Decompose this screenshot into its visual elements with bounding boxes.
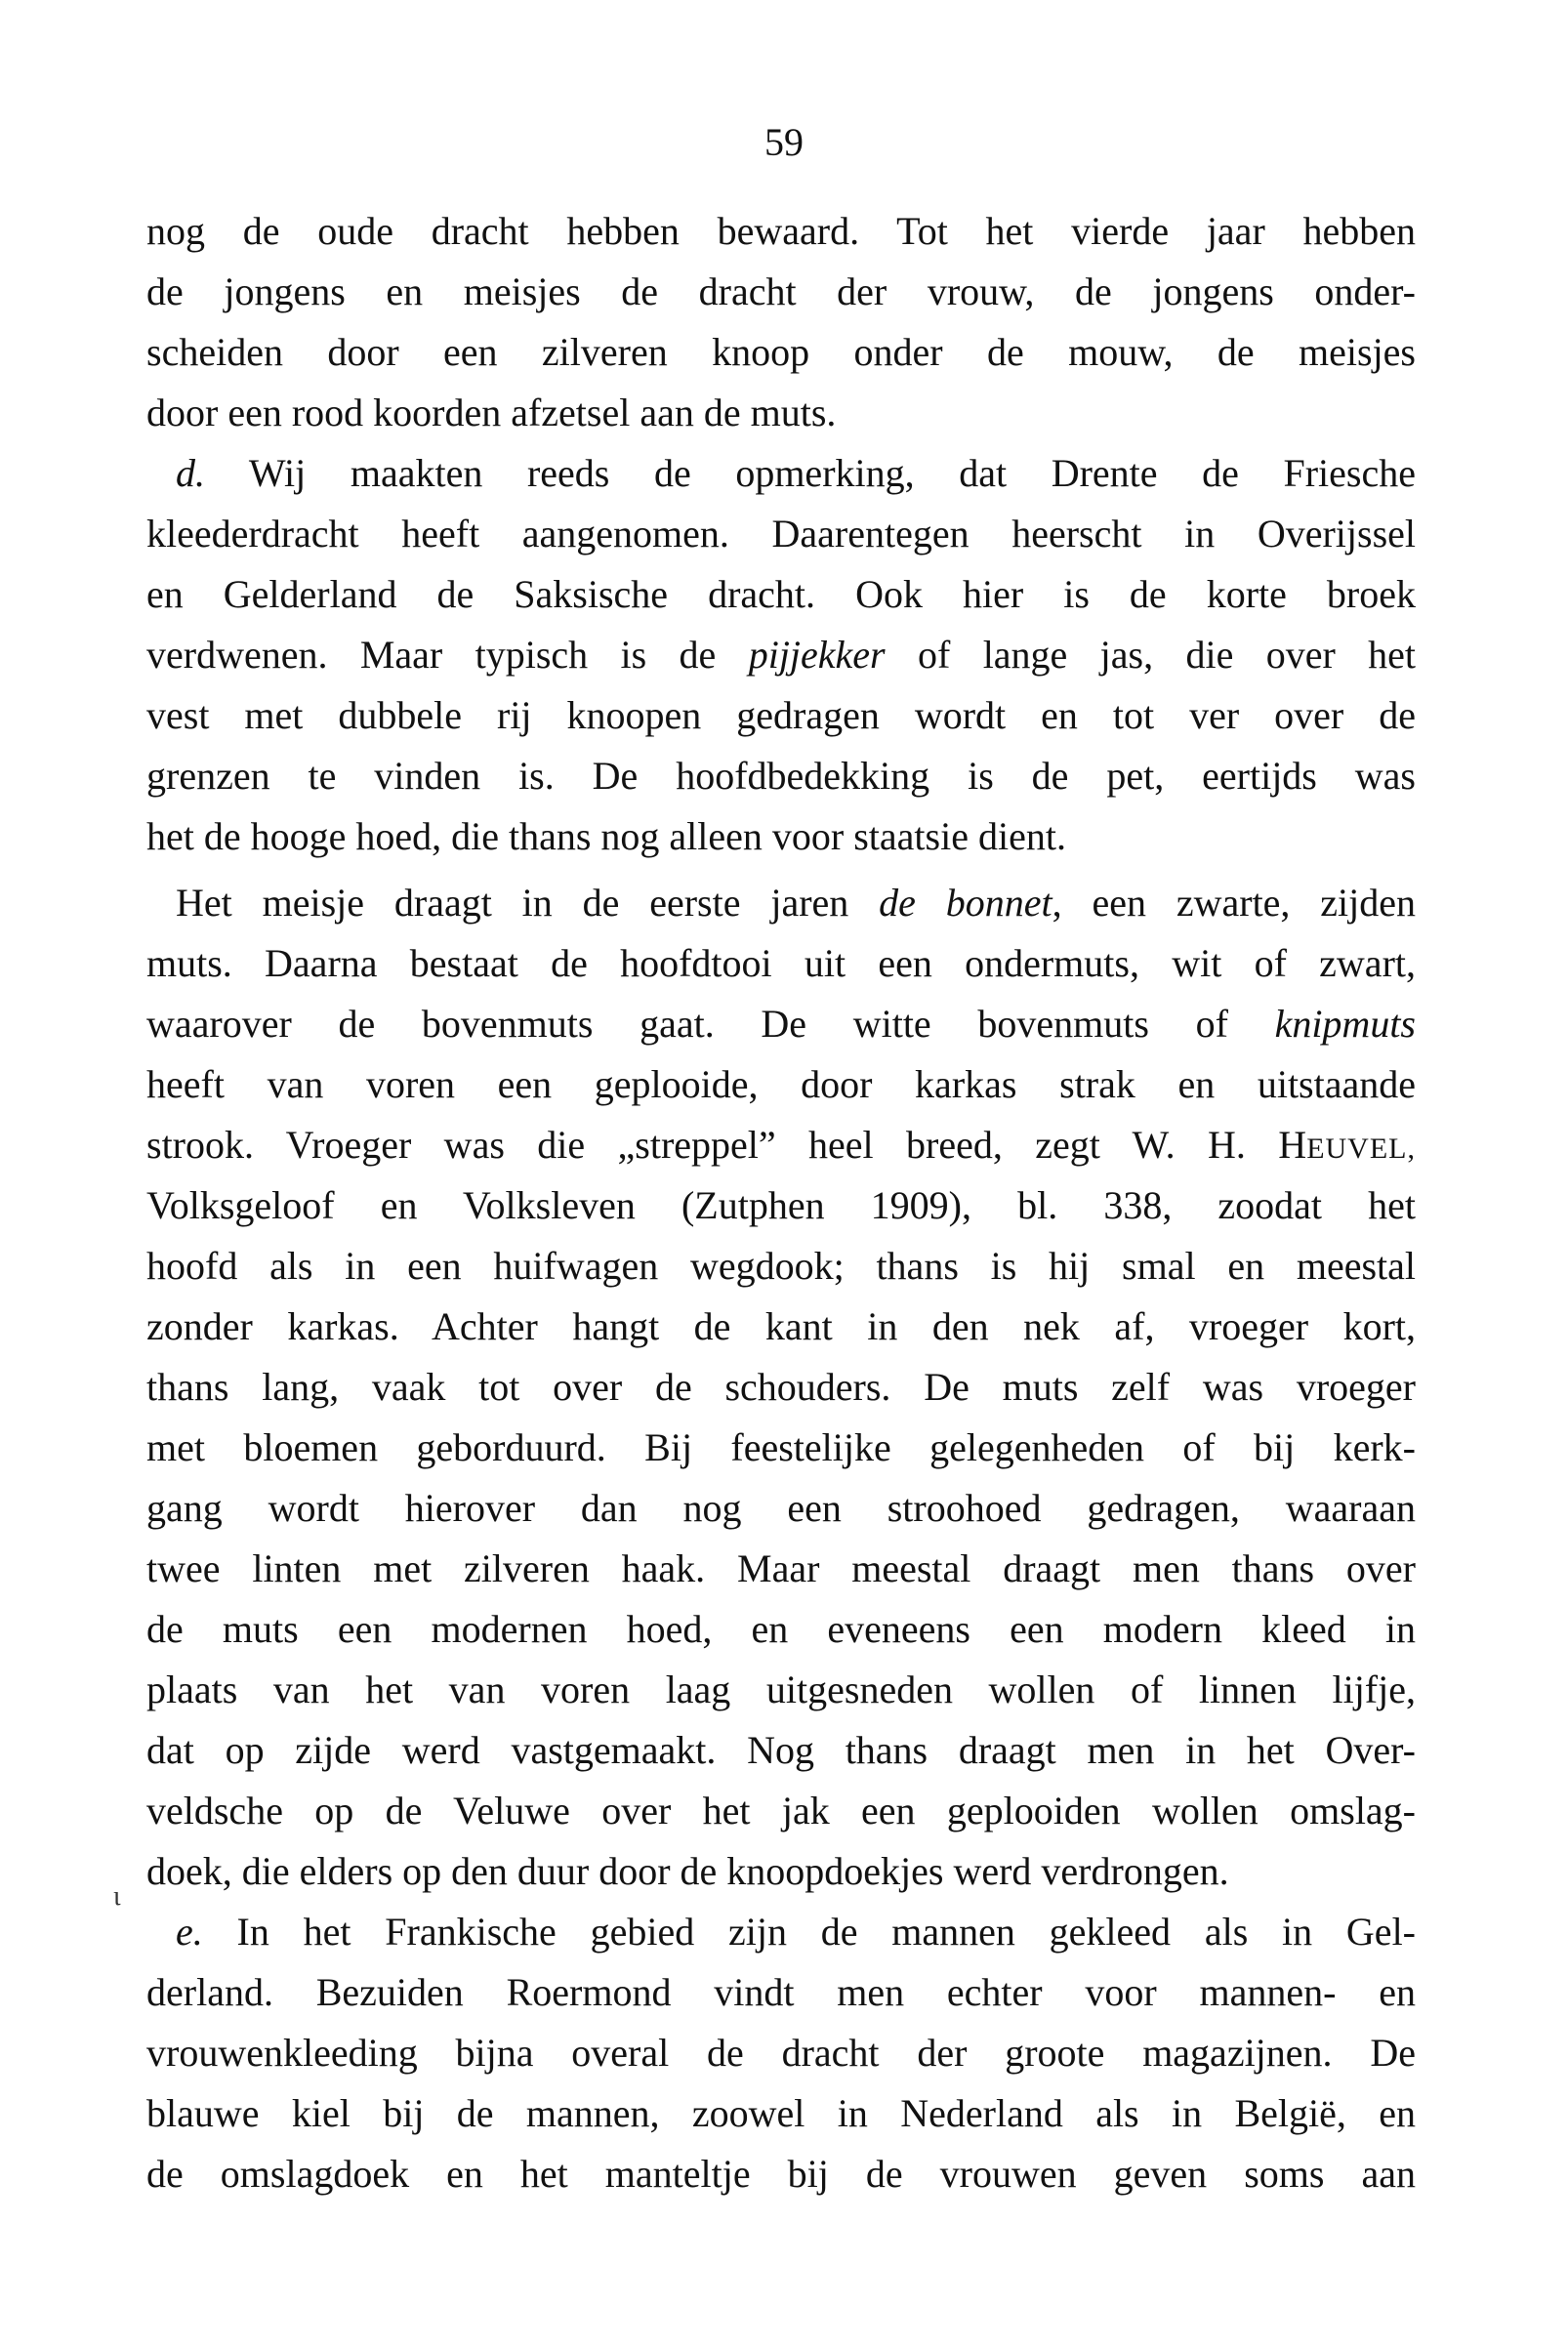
text-segment: waarover de bovenmuts gaat. De witte bovenmuts of bbox=[146, 1002, 1228, 1046]
text-segment: verdwenen. Maar typisch is de bbox=[146, 633, 717, 677]
section-marker-e: e. bbox=[176, 1910, 203, 1954]
text-line: blauwe kiel bij de mannen, zoowel in Nederland als in België, en bbox=[146, 2091, 1416, 2135]
text-line: en Gelderland de Saksische dracht. Ook hier is de korte broek bbox=[146, 572, 1416, 616]
text-segment: strook. Vroeger was die „streppel” heel breed, zegt W. H. bbox=[146, 1123, 1246, 1167]
text-line: doek, die elders op den duur door de knoopdoekjes werd verdrongen. bbox=[146, 1849, 1229, 1893]
text-line: hoofd als in een huifwagen wegdook; thans is hij smal en meestal bbox=[146, 1244, 1416, 1288]
text-segment: Het meisje draagt in de eerste jaren bbox=[176, 881, 849, 925]
italic-term-pijjekker: pijjekker bbox=[748, 633, 886, 677]
text-line: de omslagdoek en het manteltje bij de vrouwen geven soms aan bbox=[146, 2152, 1416, 2196]
paragraph-bonnet-first-line bbox=[146, 873, 1416, 933]
section-marker-d: d. bbox=[176, 451, 205, 495]
text-line: muts. Daarna bestaat de hoofdtooi uit een ondermuts, wit of zwart, bbox=[146, 941, 1416, 985]
body-text bbox=[146, 201, 1416, 2204]
text-line-with-italic bbox=[146, 994, 1416, 1054]
paragraph-e-first-line bbox=[146, 1902, 1416, 1962]
text-line: nog de oude dracht hebben bewaard. Tot het vierde jaar hebben bbox=[146, 209, 1416, 253]
text-segment: In het Frankische gebied zijn de mannen gekleed als in Gel- bbox=[236, 1910, 1416, 1954]
text-segment: , een zwarte, zijden bbox=[1052, 881, 1416, 925]
text-line: scheiden door een zilveren knoop onder de mouw, de meisjes bbox=[146, 330, 1416, 374]
author-name-rest: EUVEL, bbox=[1306, 1132, 1416, 1165]
text-segment: of lange jas, die over het bbox=[918, 633, 1416, 677]
paragraph-d-first-line bbox=[146, 443, 1416, 504]
text-line: vrouwenkleeding bijna overal de dracht der groote magazijnen. De bbox=[146, 2031, 1416, 2075]
text-line: met bloemen geborduurd. Bij feestelijke gelegenheden of bij kerk- bbox=[146, 1425, 1416, 1469]
text-line: veldsche op de Veluwe over het jak een geplooiden wollen omslag- bbox=[146, 1789, 1416, 1832]
text-line: twee linten met zilveren haak. Maar meestal draagt men thans over bbox=[146, 1546, 1416, 1590]
author-name bbox=[1278, 1123, 1416, 1167]
italic-term-bonnet: de bonnet bbox=[879, 881, 1052, 925]
text-line: Volksgeloof en Volksleven (Zutphen 1909), bl. 338, zoodat het bbox=[146, 1183, 1416, 1227]
margin-mark: ι bbox=[113, 1881, 121, 1912]
text-line: de jongens en meisjes de dracht der vrouw, de jongens onder- bbox=[146, 269, 1416, 313]
text-line-with-italic bbox=[146, 625, 1416, 685]
text-line: grenzen te vinden is. De hoofdbedekking is de pet, eertijds was bbox=[146, 754, 1416, 798]
text-line: thans lang, vaak tot over de schouders. De muts zelf was vroeger bbox=[146, 1365, 1416, 1409]
text-line: zonder karkas. Achter hangt de kant in den nek af, vroeger kort, bbox=[146, 1304, 1416, 1348]
text-line: derland. Bezuiden Roermond vindt men echter voor mannen- en bbox=[146, 1970, 1416, 2014]
text-line-with-author bbox=[146, 1115, 1416, 1175]
text-line: heeft van voren een geplooide, door karkas strak en uitstaande bbox=[146, 1062, 1416, 1106]
text-line: kleederdracht heeft aangenomen. Daarentegen heerscht in Overijssel bbox=[146, 512, 1416, 556]
text-line: het de hooge hoed, die thans nog alleen voor staatsie dient. bbox=[146, 814, 1066, 858]
text-line: door een rood koorden afzetsel aan de muts. bbox=[146, 391, 837, 434]
text-line: dat op zijde werd vastgemaakt. Nog thans draagt men in het Over- bbox=[146, 1728, 1416, 1772]
text-line: de muts een modernen hoed, en eveneens een modern kleed in bbox=[146, 1607, 1416, 1651]
text-line: vest met dubbele rij knoopen gedragen wordt en tot ver over de bbox=[146, 693, 1416, 737]
italic-term-knipmuts: knipmuts bbox=[1274, 1002, 1416, 1046]
text-segment: Wij maakten reeds de opmerking, dat Drente de Friesche bbox=[248, 451, 1416, 495]
author-initial: H bbox=[1278, 1123, 1307, 1167]
text-line: gang wordt hierover dan nog een stroohoed gedragen, waaraan bbox=[146, 1486, 1416, 1530]
text-line: plaats van het van voren laag uitgesneden wollen of linnen lijfje, bbox=[146, 1668, 1416, 1711]
page-number: 59 bbox=[764, 120, 804, 164]
